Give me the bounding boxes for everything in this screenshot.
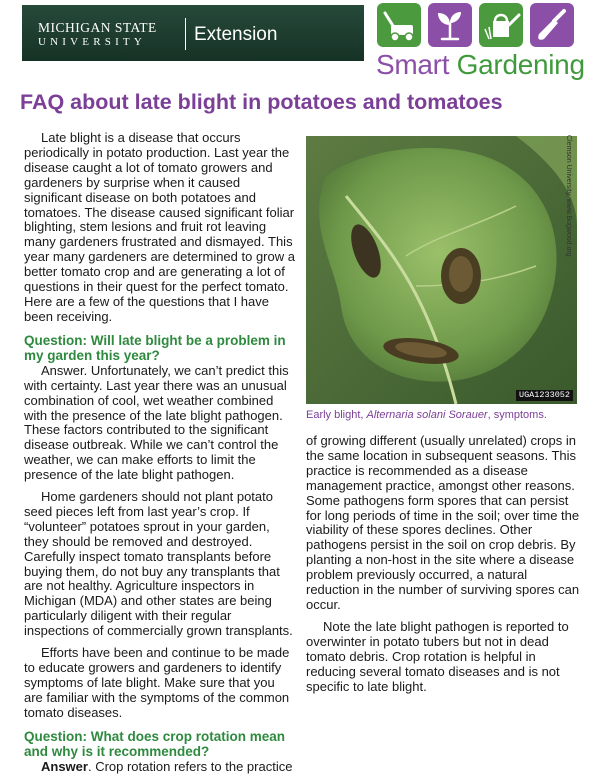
early-blight-photo (306, 136, 577, 404)
photo-credit: Clemson University, www.Bugwood.org (565, 135, 572, 257)
caption-prefix: Early blight, (306, 409, 367, 421)
question-2-heading: Question: What does crop rotation mean and why is it recommended? (24, 728, 286, 760)
logo-smart-word: Smart (376, 49, 450, 80)
lawn-mower-icon (377, 3, 421, 47)
question-2-answer-start (24, 760, 296, 775)
photo-caption (306, 409, 547, 421)
question-1-paragraph-2: Home gardeners should not plant potato seed pieces left from last year’s crop. If “volunteer” potatoes sprout in your garden, they should be removed and destroyed. Carefully inspect tomato transplants before buying them, do not buy any transplants that are not healthy. Agriculture inspectors in Michigan (MDA) and other states are being particularly diligent with their regular inspections of commercially grown transplants. (24, 489, 293, 639)
logo-gardening-word: Gardening (456, 49, 585, 80)
page-title: FAQ about late blight in potatoes and tomatoes (20, 90, 503, 114)
extension-label: Extension (194, 24, 278, 45)
watering-can-icon (479, 3, 523, 47)
caption-suffix: , symptoms. (487, 409, 547, 421)
university-name-line1: MICHIGAN STATE (38, 20, 157, 35)
smart-gardening-logo (376, 49, 585, 81)
question-1-heading: Question: Will late blight be a problem in my garden this year? (24, 332, 286, 364)
intro-paragraph: Late blight is a disease that occurs periodically in potato production. Last year the disease caught a lot of tomato growers and gardeners by surprise when it caused significant disease on both potatoes and tomatoes. The disease caused significant foliar blighting, stem lesions and fruit rot leaving many gardeners frustrated and dismayed. This year many gardeners are determined to grow a better tomato crop and are generating a lot of questions in their quest for the perfect tomato. Here are a few of the questions that I have been receiving. (24, 130, 295, 324)
trowel-icon (530, 3, 574, 47)
banner-divider (185, 18, 186, 50)
right-column (306, 434, 584, 701)
left-column (24, 131, 296, 782)
photo-id-label: UGA1233052 (516, 390, 573, 401)
msu-extension-banner (22, 5, 364, 61)
question-1-paragraph-3: Efforts have been and continue to be made to educate growers and gardeners to identify symptoms of late blight. Make sure that you are familiar with the symptoms of the common tomato diseases. (24, 645, 290, 720)
seedling-icon (428, 3, 472, 47)
answer-label: Answer (41, 758, 88, 774)
caption-species: Alternaria solani Sorauer (366, 409, 488, 421)
university-name-line2: UNIVERSITY (38, 36, 146, 48)
answer-text-start: . Crop rotation refers to the practice (87, 758, 293, 774)
question-1-answer: Answer. Unfortunately, we can’t predict this with certainty. Last year there was an unusual combination of cool, wet weather combined with the presence of the late blight pathogen. These factors contributed to the significant disease outbreak. While we can’t control the weather, we can make efforts to limit the presence of the late blight pathogen. (24, 362, 289, 483)
question-2-paragraph-2: Note the late blight pathogen is reported to overwinter in potato tubers but not in dead tomato debris. Crop rotation is helpful in reducing several tomato diseases and is not specific to late blight. (306, 618, 569, 694)
question-2-answer-continued: of growing different (usually unrelated) crops in the same location in subsequent seasons. This practice is recommended as a disease management practice, amongst other reasons. Some pathogens form spores that can persist for long periods of time in the soil; over time the viability of these spores declines. Other pathogens persist in the soil on crop debris. By planting a non-host in the site where a disease problem previously occurred, a natural reduction in the number of surviving spores can occur. (306, 433, 580, 612)
